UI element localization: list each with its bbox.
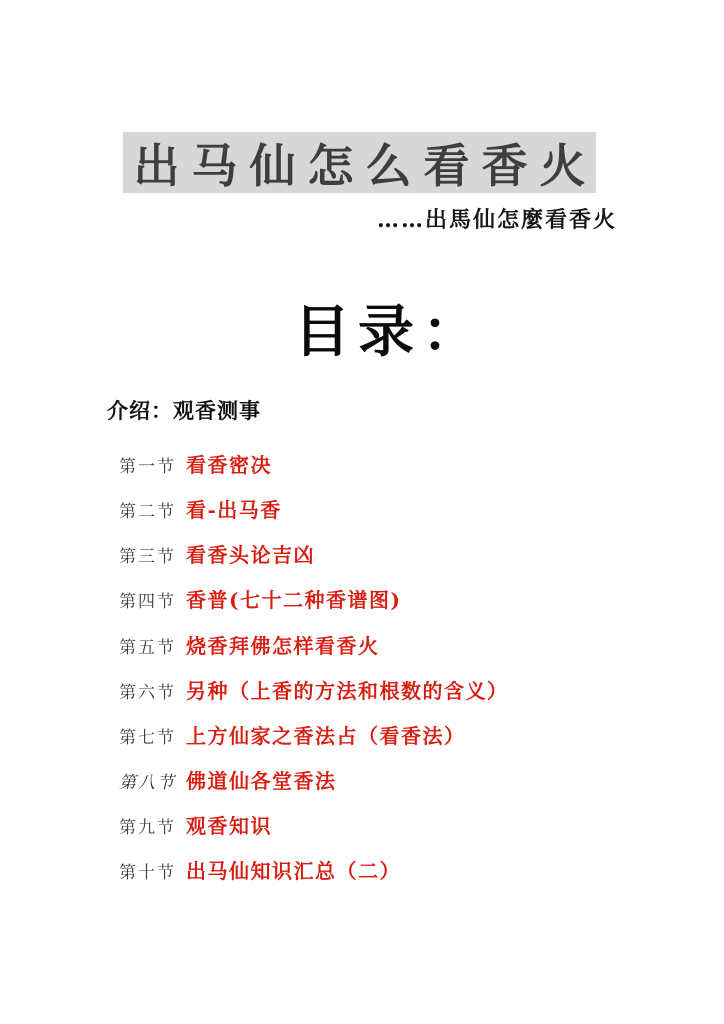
- title-banner: [123, 132, 596, 193]
- toc-section-label: 第五节: [119, 638, 176, 657]
- toc-section-title: 香普(七十二种香谱图): [186, 588, 402, 612]
- toc-section-label: 第三节: [119, 547, 176, 566]
- toc-row: [119, 681, 509, 703]
- toc-list: [119, 455, 509, 906]
- toc-section-label: 第七节: [119, 728, 176, 747]
- toc-row: [119, 816, 509, 838]
- document-title: 出马仙怎么看香火: [133, 138, 598, 193]
- toc-section-label: 第十节: [119, 863, 176, 882]
- toc-section-title: 上方仙家之香法占（看香法）: [186, 724, 466, 748]
- document-subtitle: ……出馬仙怎麼看香火: [376, 207, 617, 233]
- intro-heading: 介绍：观香测事: [107, 399, 261, 423]
- toc-row: [119, 726, 509, 748]
- toc-section-title: 烧香拜佛怎样看香火: [186, 634, 380, 658]
- toc-row: [119, 455, 509, 477]
- toc-section-title: 出马仙知识汇总（二）: [186, 859, 401, 883]
- toc-row: [119, 590, 509, 612]
- toc-section-title: 看香密决: [186, 453, 272, 477]
- toc-heading: 目录：: [294, 299, 486, 365]
- toc-row: [119, 771, 509, 793]
- toc-section-label: 第四节: [119, 592, 176, 611]
- toc-row: [119, 861, 509, 883]
- toc-row: [119, 636, 509, 658]
- toc-section-title: 看香头论吉凶: [186, 543, 315, 567]
- toc-section-title: 佛道仙各堂香法: [186, 769, 337, 793]
- toc-row: [119, 500, 509, 522]
- toc-section-label: 第一节: [119, 457, 176, 476]
- toc-section-title: 另种（上香的方法和根数的含义）: [186, 679, 509, 703]
- toc-section-label: 第八节: [119, 773, 176, 792]
- toc-section-title: 观香知识: [186, 814, 272, 838]
- toc-row: [119, 545, 509, 567]
- toc-section-title: 看-出马香: [186, 498, 282, 522]
- toc-section-label: 第二节: [119, 502, 176, 521]
- toc-section-label: 第六节: [119, 683, 176, 702]
- toc-section-label: 第九节: [119, 818, 176, 837]
